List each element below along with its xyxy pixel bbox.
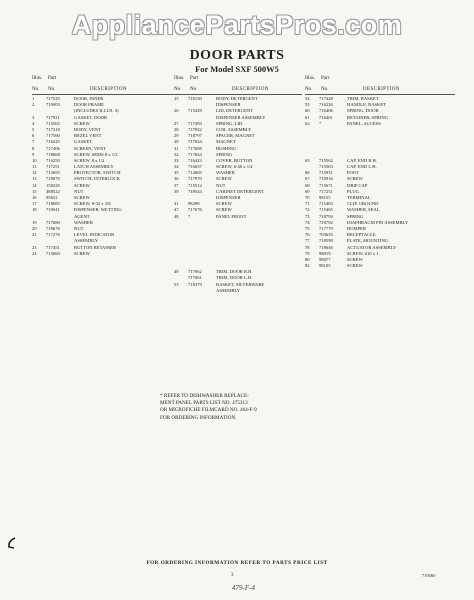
part-description: WASHER	[74, 219, 93, 225]
part-number: 703635	[319, 232, 333, 238]
part-number: 710916	[319, 176, 333, 182]
part-description: DISPENSER	[216, 102, 241, 108]
part-number: 158235	[46, 182, 60, 188]
part-number: 715429	[188, 108, 202, 114]
part-description: RECEPTACLE	[347, 232, 376, 238]
illus-number: 14	[32, 182, 37, 188]
illus-number: 34	[174, 164, 179, 170]
illus-number: 4	[32, 120, 35, 126]
note-line: OR MICROFICHE FILMCARD NO. 464-F-9	[160, 407, 257, 414]
part-description: NUT	[74, 188, 84, 194]
part-number: 716637	[188, 164, 202, 170]
part-number: 715565	[46, 120, 60, 126]
illus-number: 49	[174, 269, 179, 275]
illus-number: 61	[305, 114, 310, 120]
header-part: Part	[48, 76, 57, 81]
note-line: FOR ORDERING INFORMATION.	[160, 414, 237, 421]
part-description: WASHER	[216, 170, 235, 176]
part-number: 717921	[46, 114, 60, 120]
part-number: 98105	[319, 263, 331, 269]
part-number: 715512	[188, 182, 202, 188]
illus-number: 48	[174, 213, 179, 219]
illus-number: 54	[305, 96, 310, 101]
part-description: CLIP, GROUND	[347, 201, 379, 207]
header-illus-no: No.	[305, 87, 313, 92]
part-number: 719003	[46, 102, 60, 108]
illus-number: 41	[174, 201, 179, 207]
part-number: 95652	[46, 195, 58, 200]
illus-number: 23	[32, 244, 37, 250]
illus-number: 76	[305, 232, 310, 238]
part-description: SPRING	[347, 213, 364, 219]
illus-number: 2	[32, 102, 35, 108]
part-description: SPACER, MAGNET	[216, 133, 255, 139]
illus-number: 72	[305, 207, 310, 213]
part-description: SCREW	[347, 256, 363, 262]
part-description: COVER, BUTTON	[216, 157, 253, 163]
part-number: 716423	[188, 157, 202, 163]
illus-number: 70	[305, 195, 310, 200]
illus-number: 27	[174, 120, 179, 126]
part-description: BODY, VENT	[74, 126, 101, 132]
part-description: GASKET	[74, 139, 93, 145]
part-description: WASHER, SEAL	[347, 207, 380, 213]
part-number: 717680	[46, 219, 60, 225]
part-description: SCREW, 6-40 x 1/4	[216, 164, 253, 170]
illus-number: 73	[305, 213, 310, 219]
part-description: SCREW	[74, 195, 90, 200]
illus-number: 33	[174, 157, 179, 163]
ordering-footer: FOR ORDERING INFORMATION REFER TO PARTS PRICE LIST	[146, 560, 328, 566]
part-description: TRIM, DOOR L.H.	[216, 275, 253, 281]
header-part: Part	[321, 76, 330, 81]
part-number: 718070	[46, 176, 60, 182]
part-number: 715463	[319, 201, 333, 207]
part-description: SCREW	[74, 250, 90, 256]
part-row	[174, 288, 302, 294]
part-description: DISPENSER ASSEMBLY	[216, 114, 266, 120]
illus-number: 79	[305, 250, 310, 256]
part-number: 98155	[319, 195, 331, 200]
part-number: 717970	[188, 176, 202, 182]
illus-number: 62	[305, 120, 310, 126]
header-illus: Illus.	[174, 76, 185, 81]
part-description: SCREW, #10 x 1	[347, 250, 379, 256]
part-description: CABINET DETERGENT	[216, 188, 265, 194]
part-description: NUT	[216, 182, 226, 188]
part-number: 716226	[319, 102, 333, 108]
part-description: BASKET, SILVERWARE	[216, 281, 265, 287]
part-description: (INCLUDES ILLUS. 3)	[74, 108, 119, 114]
column-header	[174, 76, 302, 95]
part-row	[32, 251, 180, 257]
part-description: SWITCH, INTERLOCK	[74, 176, 120, 182]
illus-number: 53	[174, 281, 179, 287]
header-part: Part	[190, 76, 199, 81]
part-number: 717644	[188, 151, 202, 157]
illus-number: 11	[32, 164, 37, 170]
part-description: AGENT	[74, 213, 90, 219]
illus-number: 25	[174, 96, 179, 101]
part-description: PROTECTOR, SWITCH	[74, 170, 121, 176]
header-description: DESCRIPTION	[232, 87, 269, 92]
part-number: 718685	[46, 201, 60, 207]
part-number: 717024	[188, 139, 202, 145]
part-number: 712695	[46, 170, 60, 176]
part-description: BUMPER	[347, 225, 366, 231]
part-row	[305, 263, 455, 269]
part-description: PLATE, MOUNTING	[347, 238, 389, 244]
part-description: BUSHING	[216, 145, 237, 151]
part-description: SCREW	[216, 176, 232, 182]
illus-number: 3	[32, 114, 35, 120]
header-part-no: No.	[190, 87, 198, 92]
part-number: 717779	[319, 225, 333, 231]
part-description: ACTUATOR ASSEMBLY	[347, 244, 397, 250]
part-description: TERMINAL	[347, 195, 371, 200]
illus-number: 77	[305, 238, 310, 244]
illus-number: 9	[32, 151, 35, 157]
part-number: 717451	[46, 244, 60, 250]
part-description: BODY, DETERGENT	[216, 96, 258, 101]
part-number: 718792	[319, 219, 333, 225]
handwritten-note: 479-F-4	[232, 584, 255, 592]
illus-number: 47	[174, 207, 179, 213]
part-description: SCREW	[347, 263, 363, 269]
part-description: SCREW	[74, 120, 90, 126]
illus-number: 30	[174, 139, 179, 145]
part-description: BUTTON RETAINER	[74, 244, 117, 250]
page-number: 3	[231, 573, 234, 578]
illus-number: 75	[305, 225, 310, 231]
header-part-no: No.	[321, 87, 329, 92]
column-header	[305, 76, 455, 95]
part-number: 715465	[319, 207, 333, 213]
part-number: 715671	[319, 182, 333, 188]
part-number: 718598	[319, 238, 333, 244]
illus-number: 32	[174, 151, 179, 157]
part-number: 718646	[319, 244, 333, 250]
part-description: SCREW, 8 x 1/2	[74, 157, 105, 163]
illus-number: 12	[32, 170, 37, 176]
part-description: RETAINER, SPRING	[347, 114, 388, 120]
part-number: 717251	[319, 188, 333, 194]
illus-number: 37	[174, 182, 179, 188]
illus-number: 10	[32, 157, 37, 163]
part-number: 717493	[188, 120, 202, 126]
part-number: 715563	[319, 164, 333, 170]
illus-number: 80	[305, 256, 310, 262]
panel-note	[160, 393, 390, 422]
part-description: PANEL, ACCESS	[347, 120, 381, 126]
parts-column-2	[174, 76, 302, 294]
part-number: 716225	[46, 139, 60, 145]
illus-number: 19	[32, 219, 37, 225]
part-description: NUT	[74, 225, 84, 231]
part-number: 717822	[188, 126, 202, 132]
part-description: BEZEL VENT	[74, 133, 102, 139]
watermark-text: AppliancePartsPros.com	[71, 10, 403, 40]
part-number: 717061	[188, 275, 202, 281]
illus-number: 29	[174, 133, 179, 139]
part-description: DISPENSER	[216, 195, 241, 200]
page-title: DOOR PARTS	[189, 48, 285, 63]
part-number: 718797	[188, 133, 202, 139]
illus-number: 1	[32, 96, 35, 101]
illus-number: 8	[32, 145, 35, 151]
part-description: SPRING, DOOR	[347, 108, 379, 114]
illus-number: 65	[305, 157, 310, 163]
part-description: DOOR FRAME	[74, 102, 104, 108]
part-description: DIAPHRAGM PIN ASSEMBLY	[347, 219, 409, 225]
part-number: 718379	[188, 281, 202, 287]
part-number: 718544	[188, 188, 202, 194]
header-description: DESCRIPTION	[363, 87, 400, 92]
part-number: 717560	[46, 133, 60, 139]
part-description: FOOT	[347, 170, 359, 176]
parts-column-1	[32, 76, 180, 257]
part-description: SCREW	[216, 207, 232, 213]
part-number: 98019	[319, 250, 331, 256]
illus-number: 17	[32, 201, 37, 207]
illus-number: 18	[32, 207, 37, 213]
header-description: DESCRIPTION	[90, 87, 127, 92]
illus-number: 82	[305, 263, 310, 269]
part-description: SCREW	[347, 176, 363, 182]
bracket-mark	[6, 536, 18, 555]
illus-number: 16	[32, 195, 37, 200]
illus-number: 31	[174, 145, 179, 151]
part-number: 715562	[319, 157, 333, 163]
illus-number: 26	[174, 108, 179, 114]
part-description: DISPENSER, WETTING	[74, 207, 122, 213]
illus-number: 39	[174, 188, 179, 194]
part-description: TRIM, DOOR R.H.	[216, 269, 253, 275]
part-description: GASKET, DOOR	[74, 114, 108, 120]
part-description: ASSEMBLY	[74, 238, 99, 244]
illus-number: 24	[32, 250, 37, 256]
part-number: 717076	[188, 207, 202, 213]
part-description: CAP, END L.H.	[347, 164, 377, 170]
part-number: 717428	[319, 96, 333, 101]
illus-number: 5	[32, 126, 35, 132]
header-illus: Illus.	[32, 76, 43, 81]
part-number: *	[188, 213, 191, 219]
part-number: 717062	[188, 269, 202, 275]
part-number: 718130	[188, 96, 202, 101]
part-number: 718793	[319, 213, 333, 219]
part-number: 717251	[46, 164, 60, 170]
part-number: 717318	[46, 126, 60, 132]
header-part-no: No.	[48, 87, 56, 92]
part-description: SCREEN, VENT	[74, 145, 107, 151]
part-description: DRIP CAP	[347, 182, 368, 188]
illus-number: 35	[174, 170, 179, 176]
illus-number: 15	[32, 188, 37, 194]
part-description: COIL ASSEMBLY	[216, 126, 252, 132]
header-illus-no: No.	[32, 87, 40, 92]
illus-number: 20	[32, 225, 37, 231]
part-number: 98677	[319, 256, 331, 262]
part-description: CAP, END R.H.	[347, 157, 377, 163]
part-description: DOOR, INNER	[74, 96, 104, 101]
part-description: PANEL FRONT	[216, 213, 247, 219]
part-description: LID, DETERGENT	[216, 108, 253, 114]
illus-number: 68	[305, 182, 310, 188]
part-number: 717276	[46, 232, 60, 238]
illus-number: 7	[32, 139, 35, 145]
illus-number: 13	[32, 176, 37, 182]
part-number: 718676	[46, 225, 60, 231]
header-illus-no: No.	[174, 87, 182, 92]
illus-number: 28	[174, 126, 179, 132]
note-line: MENT PANEL PARTS LIST NO. 475313	[160, 400, 248, 407]
note-line: * REFER TO DISHWASHER REPLACE-	[160, 393, 249, 399]
part-number: *	[319, 120, 322, 126]
illus-number: 66	[305, 170, 310, 176]
part-description: SCREW, 8-32 x 3/8	[74, 201, 111, 207]
part-description: HANDLE, BASKET	[347, 102, 387, 108]
part-description: SCREW	[216, 201, 232, 207]
part-number: 716401	[319, 114, 333, 120]
illus-number: 67	[305, 176, 310, 182]
part-description: SPRING	[216, 151, 233, 157]
page-subtitle: For Model SXF 500W5	[195, 64, 279, 74]
part-description: LEVEL INDICATOR	[74, 232, 115, 238]
part-number: 716250	[46, 157, 60, 163]
part-description: MAGNET	[216, 139, 236, 145]
illus-number: 78	[305, 244, 310, 250]
part-number: 715931	[319, 170, 333, 176]
illus-number: 71	[305, 201, 310, 207]
illus-number: 74	[305, 219, 310, 225]
part-description: SCREW, SEMS 8 x 1/2	[74, 151, 118, 157]
part-description: SCREW	[74, 182, 90, 188]
part-description: SPRING, LID	[216, 120, 243, 126]
part-number: 717688	[188, 145, 202, 151]
part-number: 717406	[46, 145, 60, 151]
part-description: ASSEMBLY	[216, 287, 241, 293]
part-description: LATCH ASSEMBLY	[74, 164, 114, 170]
header-illus: Illus.	[305, 76, 316, 81]
part-number: 715669	[46, 250, 60, 256]
illus-number: 6	[32, 133, 35, 139]
part-description: PLUG	[347, 188, 359, 194]
illus-number: 55	[305, 102, 310, 108]
parts-column-3	[305, 76, 455, 269]
illus-number: 21	[32, 232, 37, 238]
part-description: TRIM, BASKET	[347, 96, 379, 101]
illus-number: 69	[305, 188, 310, 194]
document-code: 719560	[422, 573, 436, 578]
part-number: 718668	[46, 151, 60, 157]
part-number: 719041	[46, 207, 60, 213]
column-header	[32, 76, 180, 95]
part-number: 712605	[188, 170, 202, 176]
part-number: 488522	[46, 188, 60, 194]
part-number: 98298	[188, 201, 200, 207]
illus-number: 60	[305, 108, 310, 114]
illus-number: 36	[174, 176, 179, 182]
part-number: 717525	[46, 96, 60, 101]
part-number: 716406	[319, 108, 333, 114]
